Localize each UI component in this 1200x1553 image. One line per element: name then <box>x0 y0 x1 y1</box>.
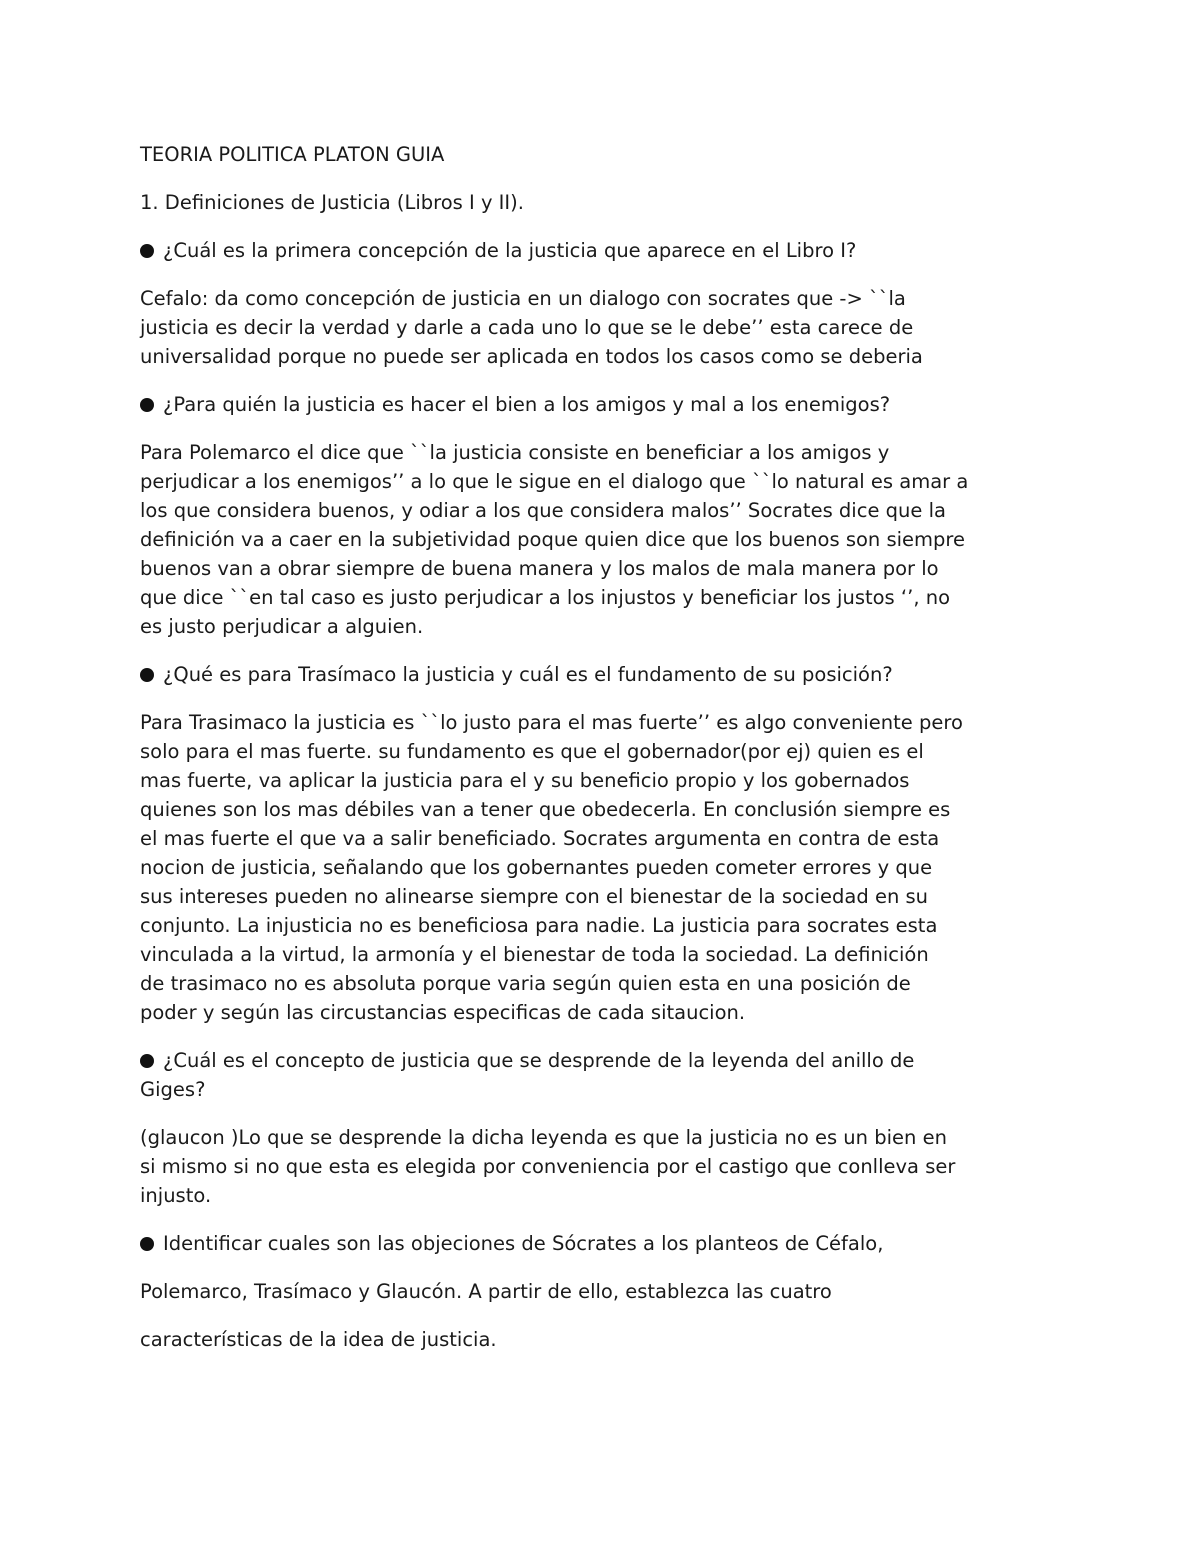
answer-2 <box>140 438 1065 641</box>
answer-line: si mismo si no que esta es elegida por conveniencia por el castigo que conlleva ser <box>140 1155 956 1178</box>
answer-line: los que considera buenos, y odiar a los que considera malos’’ Socrates dice que la <box>140 499 946 522</box>
answer-line: conjunto. La injusticia no es beneficiosa para nadie. La justicia para socrates esta <box>140 914 938 937</box>
answer-line: de trasimaco no es absoluta porque varia según quien esta en una posición de <box>140 972 911 995</box>
answer-line: (glaucon )Lo que se desprende la dicha leyenda es que la justicia no es un bien en <box>140 1126 947 1149</box>
bullet-icon <box>140 244 154 258</box>
question-line <box>140 1046 1065 1075</box>
answer-line: Para Polemarco el dice que ``la justicia consiste en beneficiar a los amigos y <box>140 441 890 464</box>
answer-line: es justo perjudicar a alguien. <box>140 615 424 638</box>
answer-line: mas fuerte, va aplicar la justicia para el y su beneficio propio y los gobernados <box>140 769 910 792</box>
answer-line: injusto. <box>140 1184 212 1207</box>
answer-4 <box>140 1123 1065 1210</box>
answer-3 <box>140 708 1065 1027</box>
question-2-text: ¿Para quién la justicia es hacer el bien a los amigos y mal a los enemigos? <box>163 393 891 416</box>
document-title: TEORIA POLITICA PLATON GUIA <box>140 143 445 166</box>
answer-1 <box>140 284 1065 371</box>
answer-line: buenos van a obrar siempre de buena manera y los malos de mala manera por lo <box>140 557 939 580</box>
answer-line: que dice ``en tal caso es justo perjudicar a los injustos y beneficiar los justos ‘’, no <box>140 586 951 609</box>
question-line <box>140 1229 1065 1258</box>
question-line: Polemarco, Trasímaco y Glaucón. A partir de ello, establezca las cuatro <box>140 1280 832 1303</box>
document-body <box>140 140 1065 1354</box>
question-4-text: ¿Cuál es el concepto de justicia que se desprende de la leyenda del anillo de <box>163 1049 915 1072</box>
section-heading: 1. Definiciones de Justicia (Libros I y II). <box>140 191 524 214</box>
question-2 <box>140 390 1065 419</box>
answer-line: perjudicar a los enemigos’’ a lo que le sigue en el dialogo que ``lo natural es amar a <box>140 470 969 493</box>
answer-line: el mas fuerte el que va a salir beneficiado. Socrates argumenta en contra de esta <box>140 827 940 850</box>
question-1 <box>140 236 1065 265</box>
question-1-text: ¿Cuál es la primera concepción de la justicia que aparece en el Libro I? <box>163 239 857 262</box>
bullet-icon <box>140 398 154 412</box>
bullet-icon <box>140 1054 154 1068</box>
bullet-icon <box>140 668 154 682</box>
answer-line: quienes son los mas débiles van a tener que obedecerla. En conclusión siempre es <box>140 798 951 821</box>
question-5 <box>140 1229 1065 1354</box>
answer-line: sus intereses pueden no alinearse siempre con el bienestar de la sociedad en su <box>140 885 929 908</box>
question-5-text: Identificar cuales son las objeciones de Sócrates a los planteos de Céfalo, <box>163 1232 884 1255</box>
answer-line: vinculada a la virtud, la armonía y el bienestar de toda la sociedad. La definición <box>140 943 929 966</box>
question-3 <box>140 660 1065 689</box>
answer-line: solo para el mas fuerte. su fundamento es que el gobernador(por ej) quien es el <box>140 740 924 763</box>
answer-line: justicia es decir la verdad y darle a cada uno lo que se le debe’’ esta carece de <box>140 316 914 339</box>
question-line: Giges? <box>140 1078 206 1101</box>
answer-line: universalidad porque no puede ser aplicada en todos los casos como se deberia <box>140 345 923 368</box>
question-line: características de la idea de justicia. <box>140 1328 497 1351</box>
answer-line: nocion de justicia, señalando que los gobernantes pueden cometer errores y que <box>140 856 933 879</box>
answer-line: definición va a caer en la subjetividad poque quien dice que los buenos son siempre <box>140 528 965 551</box>
answer-line: Para Trasimaco la justicia es ``lo justo para el mas fuerte’’ es algo conveniente pero <box>140 711 963 734</box>
answer-line: poder y según las circustancias especificas de cada sitaucion. <box>140 1001 746 1024</box>
answer-line: Cefalo: da como concepción de justicia en un dialogo con socrates que -> ``la <box>140 287 906 310</box>
question-3-text: ¿Qué es para Trasímaco la justicia y cuál es el fundamento de su posición? <box>163 663 893 686</box>
question-4 <box>140 1046 1065 1104</box>
bullet-icon <box>140 1237 154 1251</box>
